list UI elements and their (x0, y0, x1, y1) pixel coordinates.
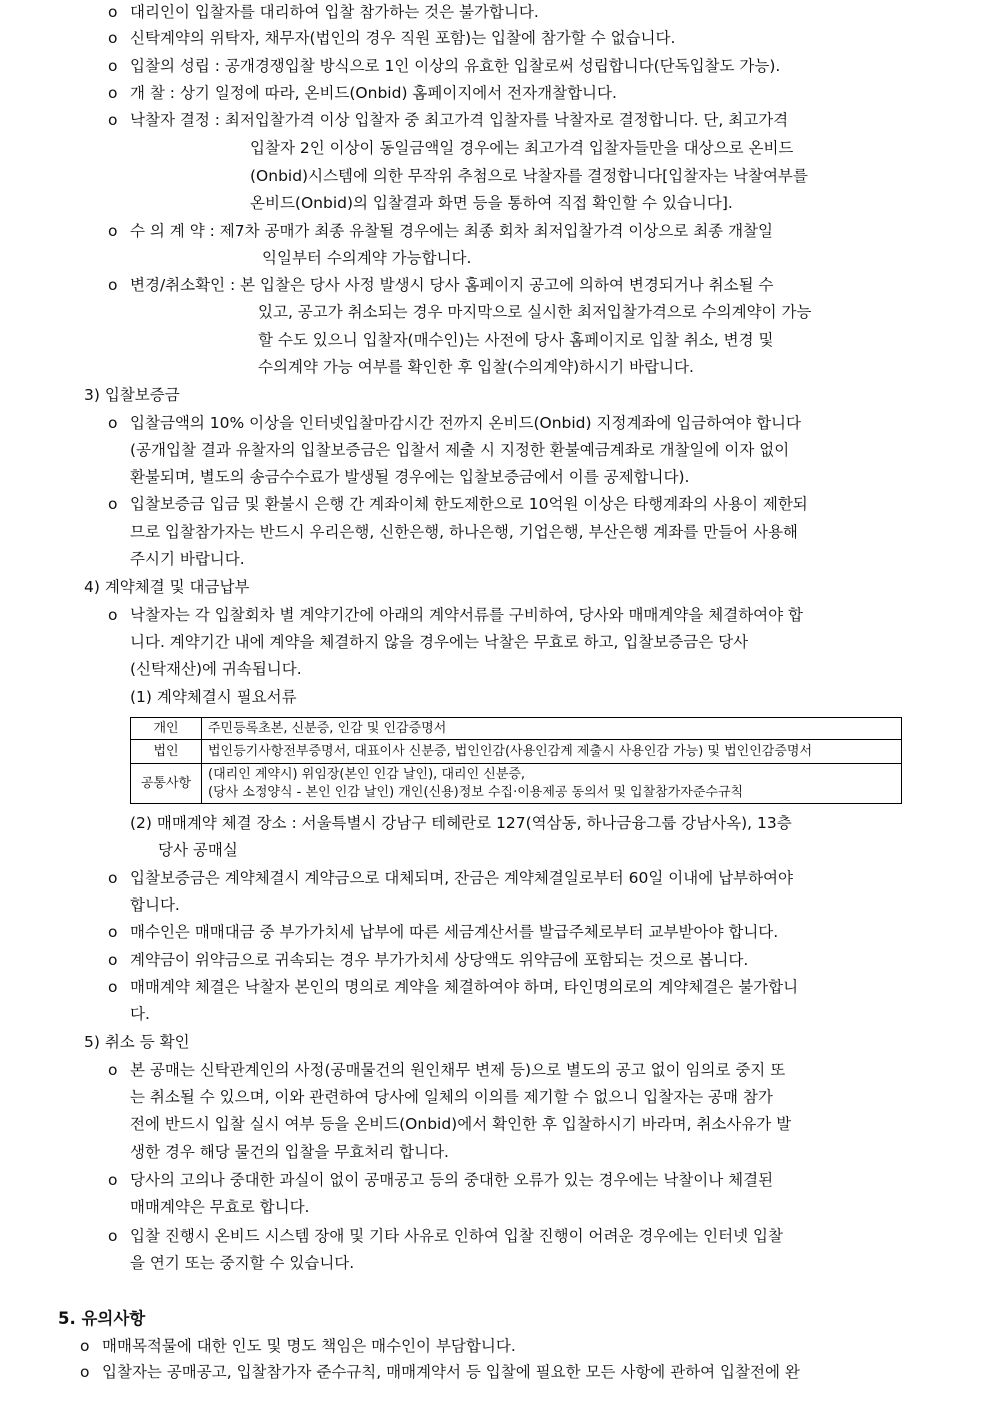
table-row (131, 740, 902, 764)
text-line: 당사의 고의나 중대한 과실이 없이 공매공고 등의 중대한 오류가 있는 경우에는 낙찰이나 체결된 (130, 1171, 774, 1189)
text-line: 환불되며, 별도의 송금수수료가 발생될 경우에는 입찰보증금에서 이를 공제합니다). (130, 468, 690, 486)
table-row (131, 718, 902, 740)
text-line: 매수인은 매매대금 중 부가가치세 납부에 따른 세금계산서를 발급주체로부터 교부받아야 합니다. (130, 923, 779, 941)
text-line: 낙찰자는 각 입찰회차 별 계약기간에 아래의 계약서류를 구비하여, 당사와 매매계약을 체결하여야 합 (130, 606, 804, 624)
bullet-marker: o (108, 111, 118, 129)
bullet-marker: o (108, 495, 118, 513)
bullet-marker: o (108, 1227, 118, 1245)
bullet-marker: o (108, 1061, 118, 1079)
text-line: 입찰보증금은 계약체결시 계약금으로 대체되며, 잔금은 계약체결일로부터 60일 이내에 납부하여야 (130, 869, 793, 887)
text-line: 당사 공매실 (158, 841, 238, 859)
text-line: 할 수도 있으니 입찰자(매수인)는 사전에 당사 홈페이지로 입찰 취소, 변경 및 (258, 331, 774, 349)
bullet-marker: o (108, 414, 118, 432)
section-heading: 3) 입찰보증금 (84, 386, 180, 404)
text-line: 계약금이 위약금으로 귀속되는 경우 부가가치세 상당액도 위약금에 포함되는 것으로 봅니다. (130, 951, 749, 969)
bullet-marker: o (108, 29, 118, 47)
text-line: (Onbid)시스템에 의한 무작위 추첨으로 낙찰자를 결정합니다[입찰자는 낙찰여부를 (250, 167, 808, 185)
text-line: 익일부터 수의계약 가능합니다. (262, 249, 472, 267)
text-line: 을 연기 또는 중지할 수 있습니다. (130, 1254, 355, 1272)
section-heading: 4) 계약체결 및 대금납부 (84, 578, 250, 596)
text-line: 낙찰자 결정 : 최저입찰가격 이상 입찰자 중 최고가격 입찰자를 낙찰자로 결정합니다. 단, 최고가격 (130, 111, 789, 129)
text-line: 변경/취소확인 : 본 입찰은 당사 사정 발생시 당사 홈페이지 공고에 의하여 변경되거나 취소될 수 (130, 276, 774, 294)
bullet-marker: o (108, 923, 118, 941)
text-line: 온비드(Onbid)의 입찰결과 화면 등을 통하여 직접 확인할 수 있습니다]. (250, 194, 733, 212)
text-line: 있고, 공고가 취소되는 경우 마지막으로 실시한 최저입찰가격으로 수의계약이 가능 (258, 303, 812, 321)
table-row (131, 764, 902, 804)
table-cell-value (202, 764, 902, 804)
text-line: 매매목적물에 대한 인도 및 명도 책임은 매수인이 부담합니다. (102, 1337, 516, 1355)
section-heading: 5) 취소 등 확인 (84, 1033, 190, 1051)
bullet-marker: o (108, 276, 118, 294)
bullet-marker: o (108, 3, 118, 21)
bullet-marker: o (108, 57, 118, 75)
required-documents-table (130, 717, 902, 804)
text-line: 생한 경우 해당 물건의 입찰을 무효처리 합니다. (130, 1143, 449, 1161)
bullet-marker: o (108, 869, 118, 887)
text-line: 니다. 계약기간 내에 계약을 체결하지 않을 경우에는 낙찰은 무효로 하고, 입찰보증금은 당사 (130, 633, 749, 651)
text-line: 대리인이 입찰자를 대리하여 입찰 참가하는 것은 불가합니다. (130, 3, 539, 21)
text-line: 수의계약 가능 여부를 확인한 후 입찰(수의계약)하시기 바랍니다. (258, 358, 694, 376)
text-line: 전에 반드시 입찰 실시 여부 등을 온비드(Onbid)에서 확인한 후 입찰하시기 바라며, 취소사유가 발 (130, 1115, 792, 1133)
table-cell-value: 법인등기사항전부증명서, 대표이사 신분증, 법인인감(사용인감계 제출시 사용인감 가능) 및 법인인감증명서 (202, 740, 902, 764)
table-cell-key: 개인 (131, 718, 202, 740)
text-line: 입찰의 성립 : 공개경쟁입찰 방식으로 1인 이상의 유효한 입찰로써 성립합니다(단독입찰도 가능). (130, 57, 781, 75)
text-line: 는 취소될 수 있으며, 이와 관련하여 당사에 일체의 이의를 제기할 수 없으니 입찰자는 공매 참가 (130, 1088, 773, 1106)
text-line: 본 공매는 신탁관계인의 사정(공매물건의 원인채무 변제 등)으로 별도의 공고 없이 임의로 중지 또 (130, 1061, 786, 1079)
text-line: 입찰 진행시 온비드 시스템 장애 및 기타 사유로 인하여 입찰 진행이 어려운 경우에는 인터넷 입찰 (130, 1227, 783, 1245)
bullet-marker: o (108, 978, 118, 996)
bullet-marker: o (108, 951, 118, 969)
table-cell-key: 법인 (131, 740, 202, 764)
sub-heading: (1) 계약체결시 필요서류 (130, 688, 297, 706)
text-line: (2) 매매계약 체결 장소 : 서울특별시 강남구 테헤란로 127(역삼동, 하나금융그룹 강남사옥), 13층 (130, 814, 792, 832)
table-cell-key: 공통사항 (131, 764, 202, 804)
table-cell-line: (대리인 계약시) 위임장(본인 인감 날인), 대리인 신분증, (208, 766, 526, 782)
text-line: 주시기 바랍니다. (130, 550, 245, 568)
text-line: 입찰보증금 입금 및 환불시 은행 간 계좌이체 한도제한으로 10억원 이상은 타행계좌의 사용이 제한되 (130, 495, 808, 513)
bullet-marker: o (108, 84, 118, 102)
text-line: 개 찰 : 상기 일정에 따라, 온비드(Onbid) 홈페이지에서 전자개찰합니다. (130, 84, 617, 102)
text-line: (신탁재산)에 귀속됩니다. (130, 660, 302, 678)
bullet-marker: o (80, 1363, 90, 1381)
text-line: 신탁계약의 위탁자, 채무자(법인의 경우 직원 포함)는 입찰에 참가할 수 없습니다. (130, 29, 676, 47)
text-line: 입찰금액의 10% 이상을 인터넷입찰마감시간 전까지 온비드(Onbid) 지정계좌에 입금하여야 합니다 (130, 414, 801, 432)
text-line: 수 의 계 약 : 제7차 공매가 최종 유찰될 경우에는 최종 회차 최저입찰가격 이상으로 최종 개찰일 (130, 222, 773, 240)
table-cell-line: (당사 소정양식 - 본인 인감 날인) 개인(신용)정보 수집·이용제공 동의서 및 입찰참가자준수규칙 (208, 784, 744, 800)
section-title: 5. 유의사항 (58, 1309, 146, 1328)
text-line: 다. (130, 1005, 150, 1023)
table-cell-value: 주민등록초본, 신분증, 인감 및 인감증명서 (202, 718, 902, 740)
text-line: 입찰자는 공매공고, 입찰참가자 준수규칙, 매매계약서 등 입찰에 필요한 모든 사항에 관하여 입찰전에 완 (102, 1363, 800, 1381)
text-line: 므로 입찰참가자는 반드시 우리은행, 신한은행, 하나은행, 기업은행, 부산은행 계좌를 만들어 사용해 (130, 523, 798, 541)
bullet-marker: o (108, 222, 118, 240)
bullet-marker: o (108, 606, 118, 624)
text-line: 매매계약은 무효로 합니다. (130, 1198, 310, 1216)
text-line: 입찰자 2인 이상이 동일금액일 경우에는 최고가격 입찰자들만을 대상으로 온비드 (250, 139, 794, 157)
bullet-marker: o (108, 1171, 118, 1189)
text-line: 매매계약 체결은 낙찰자 본인의 명의로 계약을 체결하여야 하며, 타인명의로의 계약체결은 불가합니 (130, 978, 799, 996)
bullet-marker: o (80, 1337, 90, 1355)
text-line: (공개입찰 결과 유찰자의 입찰보증금은 입찰서 제출 시 지정한 환불예금계좌로 개찰일에 이자 없이 (130, 441, 790, 459)
text-line: 합니다. (130, 896, 180, 914)
